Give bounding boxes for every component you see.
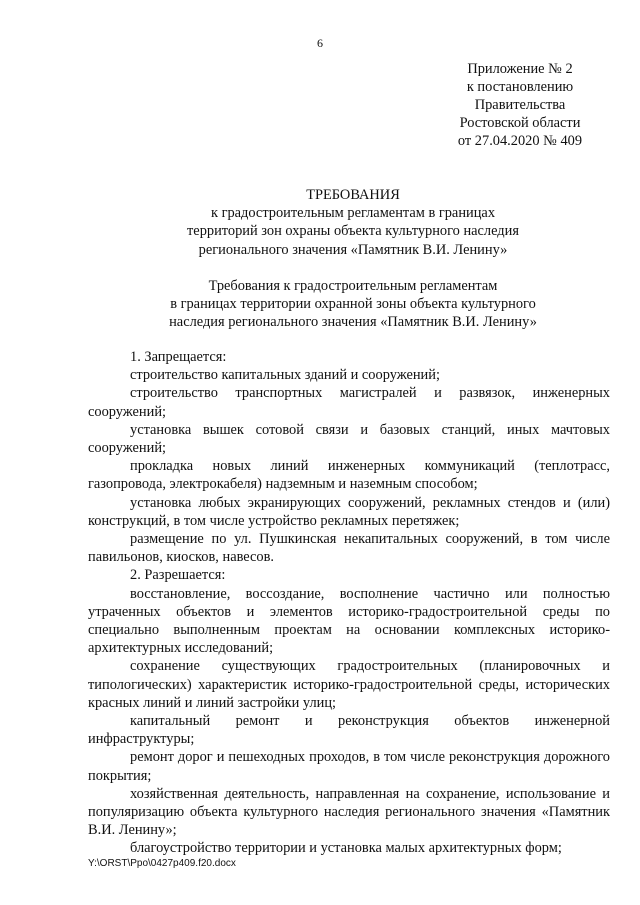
- paragraph: установка любых экранирующих сооружений, рекламных стендов и (или) конструкций, в том числе устройство рекламных перетяжек;: [88, 494, 610, 529]
- file-path-footer: Y:\ORST\Ppo\0427p409.f20.docx: [88, 858, 236, 869]
- paragraph: размещение по ул. Пушкинская некапитальных сооружений, в том числе павильонов, киосков, навесов.: [88, 531, 610, 566]
- appendix-block: [450, 60, 590, 150]
- appendix-line: от 27.04.2020 № 409: [457, 133, 583, 149]
- document-body: [88, 348, 610, 858]
- subtitle-line: наследия регионального значения «Памятник В.И. Ленину»: [169, 314, 537, 331]
- subtitle-line: в границах территории охранной зоны объекта культурного: [170, 296, 536, 313]
- title-heading: ТРЕБОВАНИЯ: [306, 187, 400, 203]
- title-line: территорий зон охраны объекта культурного наследия: [187, 223, 519, 240]
- paragraph: сохранение существующих градостроительных (планировочных и типологических) характеристик историко-градостроительной среды, исторических красных линий и линий застройки улиц;: [88, 658, 610, 711]
- paragraph: благоустройство территории и установка малых архитектурных форм;: [130, 840, 562, 857]
- page-number: 6: [317, 36, 323, 50]
- title-line: регионального значения «Памятник В.И. Ленину»: [198, 241, 508, 258]
- section-title: [88, 277, 618, 332]
- subtitle-line: Требования к градостроительным регламентам: [208, 278, 498, 294]
- title-line: к градостроительным регламентам в границах: [210, 205, 496, 222]
- paragraph: строительство капитальных зданий и сооружений;: [130, 367, 440, 384]
- appendix-line: к постановлению: [466, 79, 574, 95]
- paragraph: 2. Разрешается:: [130, 567, 226, 584]
- appendix-line: Ростовской области: [459, 115, 581, 131]
- paragraph: строительство транспортных магистралей и развязок, инженерных сооружений;: [88, 385, 610, 420]
- paragraph: капитальный ремонт и реконструкция объектов инженерной инфраструктуры;: [88, 713, 610, 748]
- appendix-line: Правительства: [474, 97, 566, 113]
- document-title: [88, 186, 618, 259]
- appendix-line: Приложение № 2: [467, 61, 573, 77]
- paragraph: восстановление, воссоздание, восполнение частично или полностью утраченных объектов и элементов историко-градостроительной среды по специально выполненным проектам на основании комплексных историко-архитектурных исследований;: [88, 585, 610, 657]
- paragraph: хозяйственная деятельность, направленная на сохранение, использование и популяризацию объекта культурного наследия регионального значения «Памятник В.И. Ленину»;: [88, 785, 610, 839]
- paragraph: прокладка новых линий инженерных коммуникаций (теплотрасс, газопровода, электрокабеля) надземным и наземным способом;: [88, 458, 610, 493]
- paragraph: 1. Запрещается:: [130, 349, 227, 365]
- paragraph: установка вышек сотовой связи и базовых станций, иных мачтовых сооружений;: [88, 421, 610, 457]
- paragraph: ремонт дорог и пешеходных проходов, в том числе реконструкция дорожного покрытия;: [88, 749, 610, 784]
